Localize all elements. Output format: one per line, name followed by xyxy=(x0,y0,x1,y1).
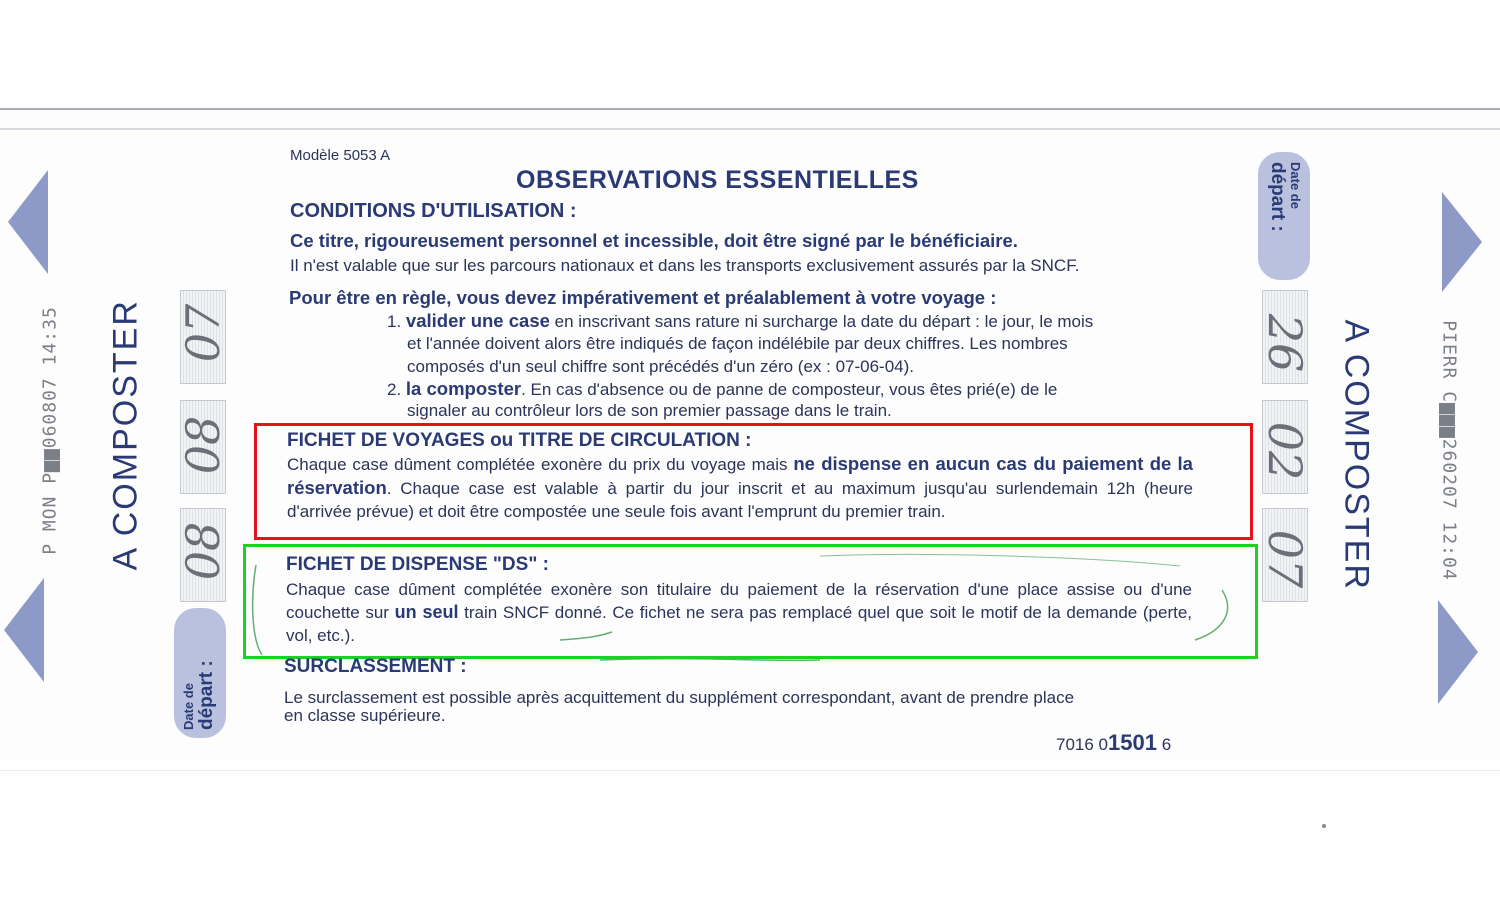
reference-code-suffix: 6 xyxy=(1161,735,1172,754)
highlight-frame-green xyxy=(243,544,1258,659)
left-date-label-small: Date de xyxy=(181,683,196,730)
fichet-voyages-heading-c: TITRE DE CIRCULATION : xyxy=(518,430,752,451)
fichet-voyages-heading-b: ou xyxy=(490,430,514,451)
left-a-composter: A COMPOSTER xyxy=(106,299,145,571)
right-date-label-small: Date de xyxy=(1288,162,1303,209)
item1-bold: valider une case xyxy=(405,310,550,331)
model-number: Modèle 5053 A xyxy=(290,147,391,164)
fichet-voyages-heading-a: FICHET DE VOYAGES xyxy=(287,430,485,451)
item1-line2: et l'année doivent alors être indiqués de façon indélébile par deux chiffres. Les nombres xyxy=(407,334,1068,353)
right-handwritten-day: 26 xyxy=(1258,313,1312,373)
page-title: OBSERVATIONS ESSENTIELLES xyxy=(516,166,919,194)
item2-bold: la composter xyxy=(405,378,522,399)
reference-code-prefix: 7016 0 xyxy=(1056,735,1108,754)
right-handwritten-month: 02 xyxy=(1258,421,1312,481)
left-handwritten-year: 08 xyxy=(176,521,230,581)
conditions-heading: CONDITIONS D'UTILISATION : xyxy=(290,200,577,222)
speck xyxy=(1322,824,1326,828)
left-handwritten-month: 08 xyxy=(176,415,230,475)
right-handwritten-year: 07 xyxy=(1258,529,1312,589)
item2-line2: signaler au contrôleur lors de son premier passage dans le train. xyxy=(407,401,892,420)
item1-text: en inscrivant sans rature ni surcharge la date du départ : le jour, le mois xyxy=(554,312,1094,331)
fichet-voyages-text-b: . Chaque case est valable à partir du jour inscrit et au maximum jusqu'au surlendemain 12h (heure d'arrivée prévue) et doit être compostée une seule fois avant l'emprunt du premier train. xyxy=(287,479,1193,521)
left-handwritten-day: 07 xyxy=(176,303,230,363)
reference-code xyxy=(1056,730,1171,756)
en-regle-heading: Pour être en règle, vous devez impérativement et préalablement à votre voyage : xyxy=(289,287,997,308)
item2-text: . En cas d'absence ou de panne de composteur, vous êtes prié(e) de le xyxy=(521,380,1058,399)
right-a-composter: A COMPOSTER xyxy=(1337,319,1376,591)
left-stub-serial: P MON P▆▆060807 14:35 xyxy=(39,306,61,555)
right-date-label-big: départ : xyxy=(1267,162,1288,232)
conditions-line: Il n'est valable que sur les parcours nationaux et dans les transports exclusivement assurés par la SNCF. xyxy=(290,256,1080,275)
fichet-dispense-heading: FICHET DE DISPENSE "DS" : xyxy=(286,554,549,575)
surclassement-line2: en classe supérieure. xyxy=(284,706,446,725)
fichet-dispense-text-bold: un seul xyxy=(394,602,459,622)
fichet-dispense-text-b: train SNCF donné. Ce fichet ne sera pas remplacé quel que soit le motif de la demande (perte, vol, etc.). xyxy=(286,603,1192,645)
fichet-voyages-text-a: Chaque case dûment complétée exonère du prix du voyage mais xyxy=(287,455,788,474)
item1-line3: composés d'un seul chiffre sont précédés d'un zéro (ex : 07-06-04). xyxy=(407,357,915,376)
conditions-bold-line: Ce titre, rigoureusement personnel et incessible, doit être signé par le bénéficiaire. xyxy=(290,230,1018,251)
item2-number: 2. xyxy=(387,380,402,399)
fichet-voyages-text-bold: ne dispense en aucun cas du paiement de la réservation xyxy=(287,453,1193,498)
fichet-dispense-text-a: Chaque case dûment complétée exonère son titulaire du paiement de la réservation d'une place assise ou d'une couchette sur xyxy=(286,580,1192,622)
right-stub-serial: PIERR C▆▆▆260207 12:04 xyxy=(1438,320,1460,581)
reference-code-number: 1501 xyxy=(1108,730,1157,755)
item1-number: 1. xyxy=(387,312,402,331)
surclassement-heading: SURCLASSEMENT : xyxy=(284,656,467,677)
left-date-label-big: départ : xyxy=(196,660,217,730)
surclassement-line1: Le surclassement est possible après acquittement du supplément correspondant, avant de prendre place xyxy=(284,688,1075,707)
